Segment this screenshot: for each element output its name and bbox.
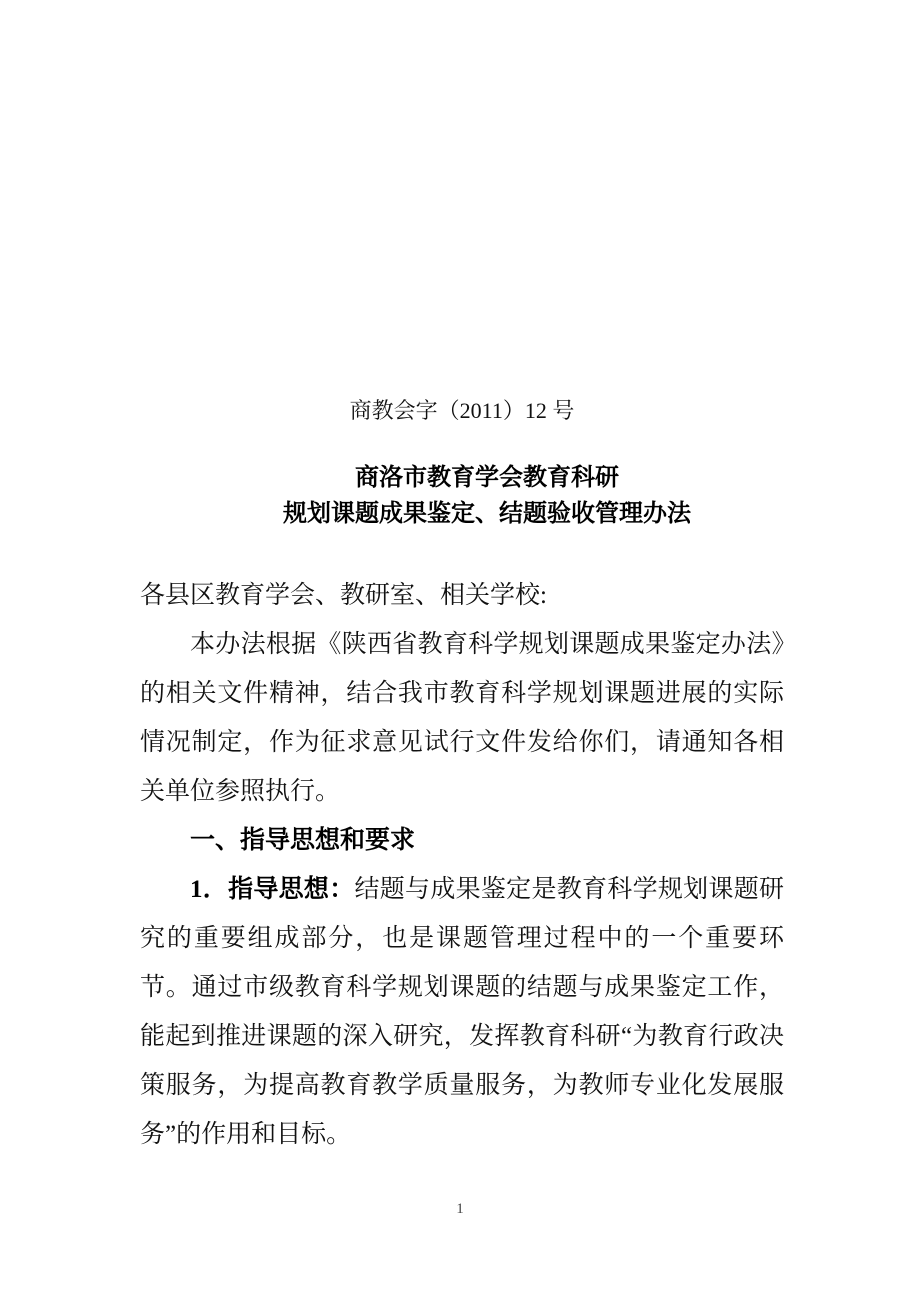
guiding-thought-text: 结题与成果鉴定是教育科学规划课题研究的重要组成部分，也是课题管理过程中的一个重要环节。通过市级教育科学规划课题的结题与成果鉴定工作，能起到推进课题的深入研究，发挥教育科研“为教育行政决策服务，为提高教育教学质量服务，为教师专业化发展服务”的作用和目标。 [140,876,784,1148]
guiding-thought-lead: 1．指导思想： [190,876,355,903]
document-body [140,571,784,1159]
salutation-line: 各县区教育学会、教研室、相关学校: [140,582,547,609]
section-1-heading: 一、指导思想和要求 [190,827,416,854]
page-number: 1 [456,1201,464,1217]
document-title [140,460,784,532]
guiding-thought-paragraph [140,865,784,1159]
doc-reference-number: 商教会字（2011）12 号 [349,398,575,423]
intro-paragraph: 本办法根据《陕西省教育科学规划课题成果鉴定办法》的相关文件精神，结合我市教育科学规划课题进展的实际情况制定，作为征求意见试行文件发给你们，请通知各相关单位参照执行。 [140,631,784,805]
document-title-line-2: 规划课题成果鉴定、结题验收管理办法 [283,500,691,527]
document-title-line-1: 商洛市教育学会教育科研 [355,464,619,491]
